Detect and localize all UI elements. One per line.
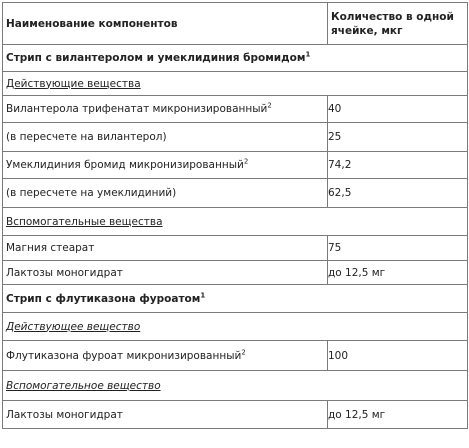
section1-active-label: Действующие вещества — [6, 77, 141, 90]
table-row — [3, 236, 468, 261]
row-name: (в пересчете на умеклидиний) — [6, 187, 177, 199]
section2-active-row — [3, 313, 468, 341]
section1-excipient-cell — [3, 208, 468, 236]
table-row — [3, 401, 468, 429]
row-name: Вилантерола трифенатат микронизированный — [6, 103, 268, 115]
row-name-cell — [3, 401, 328, 429]
header-name: Наименование компонентов — [6, 17, 178, 30]
row-qty: 25 — [328, 131, 342, 143]
row-qty-cell — [328, 261, 468, 285]
section1-active-cell — [3, 72, 468, 96]
section1-excipient-label: Вспомогательные вещества — [6, 215, 163, 228]
composition-table — [2, 2, 468, 429]
row-name: Умеклидиния бромид микронизированный — [6, 159, 244, 171]
header-qty: Количество в одной ячейке, мкг — [331, 10, 454, 37]
row-name-cell — [3, 123, 328, 152]
footnote-mark: 2 — [241, 348, 246, 356]
header-row — [3, 3, 468, 45]
table-row — [3, 96, 468, 123]
row-name-cell — [3, 261, 328, 285]
row-name: Лактозы моногидрат — [6, 408, 123, 421]
table-row — [3, 261, 468, 285]
row-qty: 40 — [328, 103, 342, 115]
section1-title-cell — [3, 45, 468, 72]
section2-excipient-cell — [3, 371, 468, 401]
row-name-cell — [3, 341, 328, 371]
section1-excipient-row — [3, 208, 468, 236]
section2-title-footnote: 1 — [200, 291, 206, 299]
section1-title: Стрип с вилантеролом и умеклидиния бромидом — [6, 52, 306, 64]
row-qty-cell — [328, 236, 468, 261]
row-name-cell — [3, 179, 328, 208]
header-qty-cell — [328, 3, 468, 45]
section1-title-footnote: 1 — [305, 50, 311, 59]
row-qty: до 12,5 мг — [328, 408, 386, 421]
footnote-mark: 2 — [267, 101, 272, 110]
row-qty-cell — [328, 96, 468, 123]
row-name-cell — [3, 96, 328, 123]
row-qty: 74,2 — [328, 159, 352, 171]
row-qty: 62,5 — [328, 187, 352, 199]
section1-title-row — [3, 45, 468, 72]
row-name: (в пересчете на вилантерол) — [6, 131, 167, 143]
section2-excipient-label: Вспомогательное вещество — [6, 379, 161, 392]
row-qty: до 12,5 мг — [328, 266, 386, 279]
row-name: Магния стеарат — [6, 242, 95, 254]
row-name: Флутиказона фуроат микронизированный — [6, 349, 242, 362]
row-qty-cell — [328, 123, 468, 152]
row-qty-cell — [328, 152, 468, 179]
footnote-mark: 2 — [243, 157, 249, 166]
header-name-cell — [3, 3, 328, 45]
section2-active-cell — [3, 313, 468, 341]
section2-title: Стрип с флутиказона фуроатом — [6, 292, 201, 305]
table-row — [3, 123, 468, 152]
row-name: Лактозы моногидрат — [6, 266, 123, 279]
section2-active-label: Действующее вещество — [6, 320, 141, 333]
section2-excipient-row — [3, 371, 468, 401]
section1-active-row — [3, 72, 468, 96]
row-qty-cell — [328, 341, 468, 371]
table-row — [3, 152, 468, 179]
section2-title-row — [3, 285, 468, 313]
table-row — [3, 179, 468, 208]
section2-title-cell — [3, 285, 468, 313]
row-qty-cell — [328, 401, 468, 429]
row-qty-cell — [328, 179, 468, 208]
row-qty: 75 — [328, 242, 342, 254]
row-qty: 100 — [328, 349, 349, 362]
row-name-cell — [3, 152, 328, 179]
table-row — [3, 341, 468, 371]
row-name-cell — [3, 236, 328, 261]
